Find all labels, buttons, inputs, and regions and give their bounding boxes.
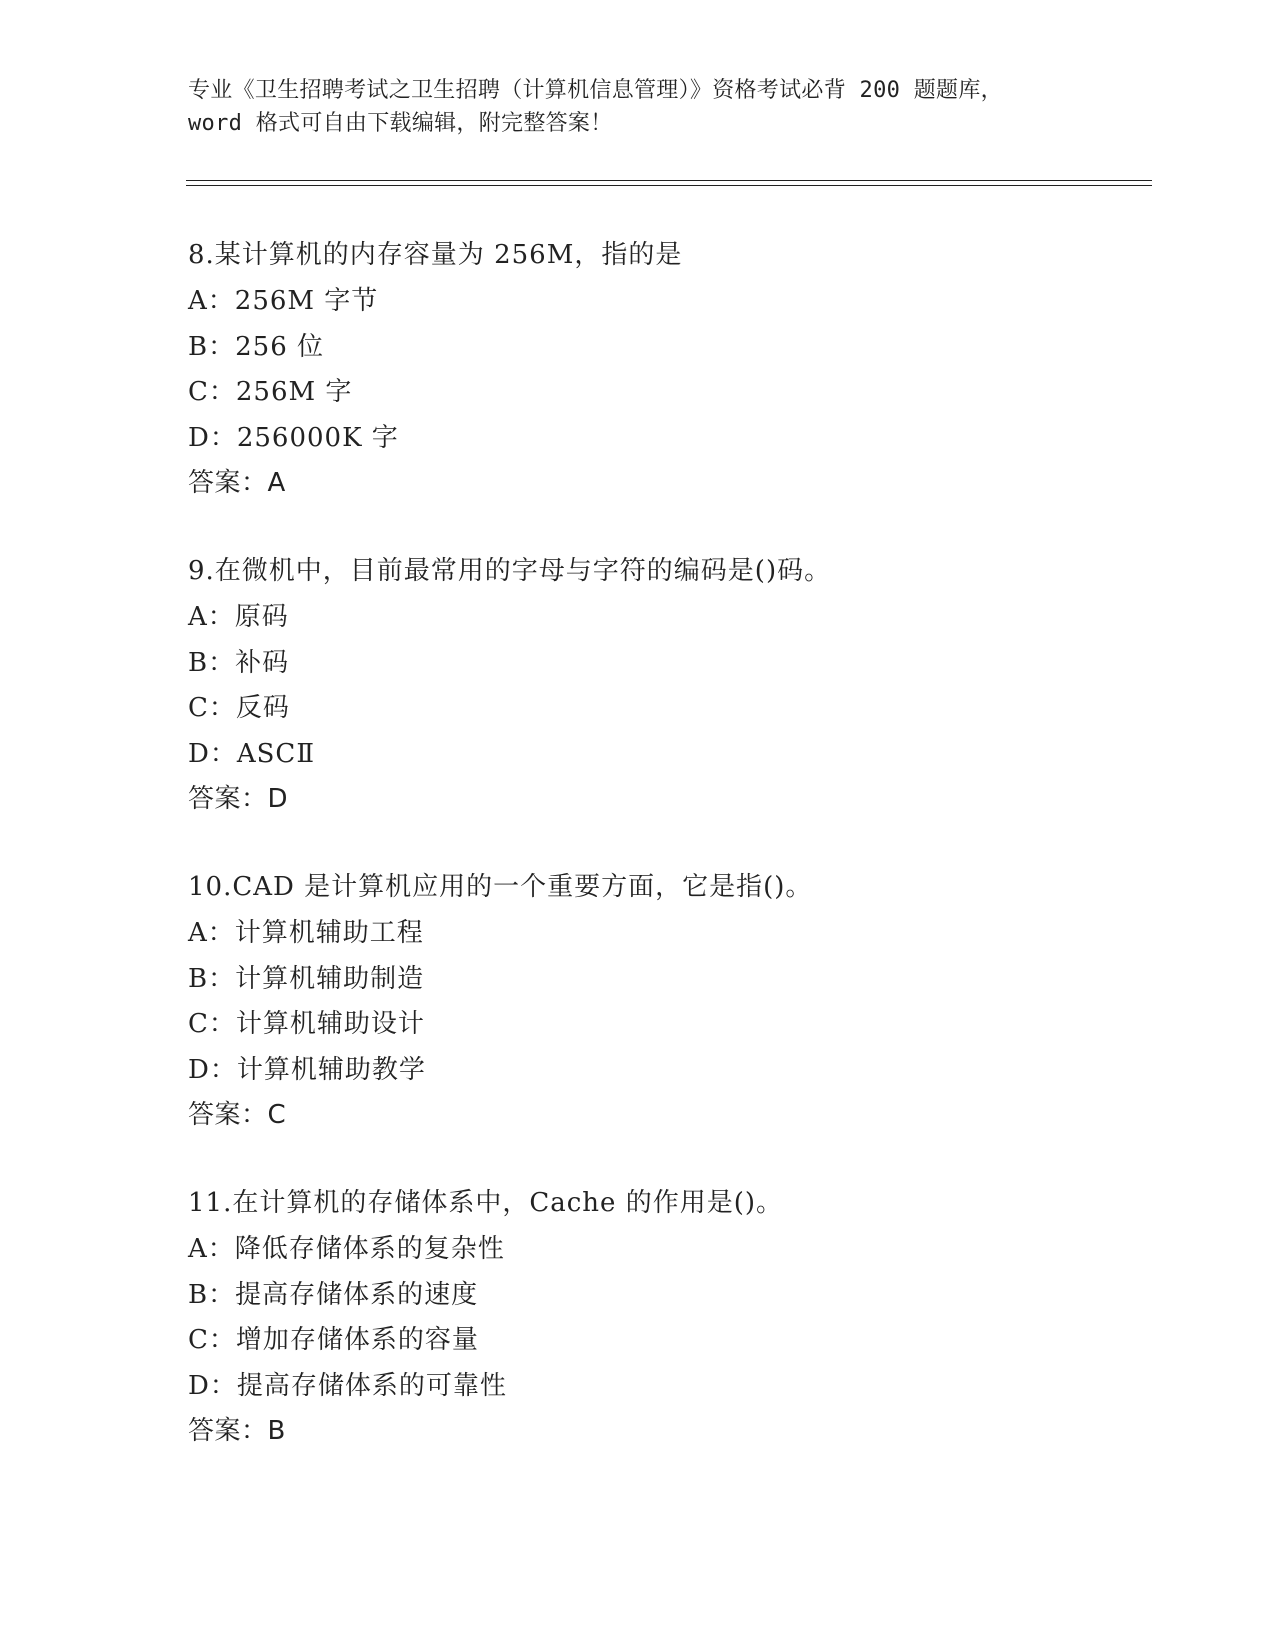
option-c: C：计算机辅助设计 bbox=[188, 1009, 425, 1039]
header-divider-bottom bbox=[186, 185, 1152, 186]
question-11 bbox=[188, 1187, 1088, 1461]
question-9 bbox=[188, 555, 1088, 829]
option-d: D：计算机辅助教学 bbox=[188, 1054, 426, 1085]
option-a: A：原码 bbox=[188, 602, 289, 632]
question-title: 10.CAD 是计算机应用的一个重要方面，它是指()。 bbox=[188, 872, 813, 902]
option-b: B：计算机辅助制造 bbox=[188, 963, 425, 994]
question-10 bbox=[188, 871, 1088, 1145]
option-b: B：补码 bbox=[188, 647, 290, 678]
document-header bbox=[188, 74, 1088, 140]
option-b: B：提高存储体系的速度 bbox=[188, 1279, 479, 1310]
question-title: 11.在计算机的存储体系中，Cache 的作用是()。 bbox=[188, 1188, 783, 1218]
option-a: A：计算机辅助工程 bbox=[188, 918, 424, 948]
option-c: C：反码 bbox=[188, 693, 290, 723]
option-c: C：增加存储体系的容量 bbox=[188, 1325, 479, 1355]
option-c: C：256M 字 bbox=[188, 377, 353, 407]
answer-line: 答案：D bbox=[188, 784, 289, 814]
header-line-2: word 格式可自由下载编辑，附完整答案！ bbox=[188, 111, 613, 136]
header-line-1: 专业《卫生招聘考试之卫生招聘（计算机信息管理）》资格考试必背 200 题题库， bbox=[188, 78, 1003, 103]
answer-line: 答案：C bbox=[188, 1100, 287, 1130]
option-d: D：256000K 字 bbox=[188, 422, 399, 453]
option-a: A：256M 字节 bbox=[188, 286, 379, 316]
question-title: 9.在微机中，目前最常用的字母与字符的编码是()码。 bbox=[188, 556, 832, 586]
option-d: D：ASCⅡ bbox=[188, 738, 315, 769]
question-title: 8.某计算机的内存容量为 256M，指的是 bbox=[188, 240, 683, 270]
option-b: B：256 位 bbox=[188, 331, 324, 362]
question-8 bbox=[188, 239, 1088, 513]
answer-line: 答案：B bbox=[188, 1416, 286, 1446]
option-a: A：降低存储体系的复杂性 bbox=[188, 1234, 505, 1264]
option-d: D：提高存储体系的可靠性 bbox=[188, 1370, 507, 1401]
header-divider-top bbox=[186, 180, 1152, 181]
answer-line: 答案：A bbox=[188, 468, 286, 498]
